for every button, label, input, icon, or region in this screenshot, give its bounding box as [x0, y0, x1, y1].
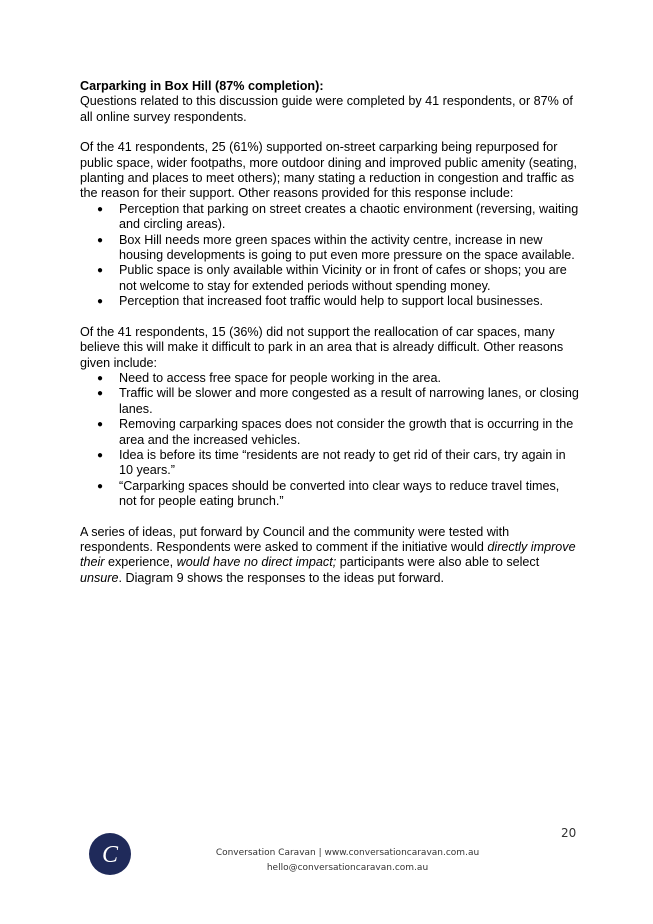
list-item: ● Traffic will be slower and more congested as a result of narrowing lanes, or closing lanes.	[119, 386, 580, 417]
oppose-reasons-list	[80, 371, 580, 510]
logo-letter: C	[101, 842, 119, 868]
ideas-paragraph: A series of ideas, put forward by Council and the community were tested with respondents. Respondents were asked to comment if the initiative would directly improve their experience, would have no direct impact; participants were also able to select unsure. Diagram 9 shows the responses to the ideas put forward.	[80, 524, 576, 585]
oppose-paragraph: Of the 41 respondents, 15 (36%) did not support the reallocation of car spaces, many believe this will make it difficult to park in an area that is already difficult. Other reasons given include:	[80, 324, 564, 370]
footer-email[interactable]: hello@conversationcaravan.com.au	[266, 863, 429, 873]
bullet-icon: ●	[96, 296, 104, 308]
list-item: ● Idea is before its time “residents are not ready to get rid of their cars, try again in 10 years.”	[119, 448, 580, 479]
bullet-icon: ●	[96, 372, 104, 384]
list-item: ● Perception that increased foot traffic would help to support local businesses.	[119, 294, 580, 309]
section-heading: Carparking in Box Hill (87% completion):	[80, 79, 324, 93]
list-item: ● Perception that parking on street creates a chaotic environment (reversing, waiting and circling areas).	[119, 202, 580, 233]
support-reasons-list	[80, 202, 580, 310]
list-item: ● Box Hill needs more green spaces within the activity centre, increase in new housing developments is going to put even more pressure on the space available.	[119, 233, 580, 264]
bullet-icon: ●	[96, 234, 104, 246]
bullet-icon: ●	[96, 419, 104, 431]
bullet-icon: ●	[96, 449, 104, 461]
footer-website[interactable]: Conversation Caravan | www.conversationcaravan.com.au	[215, 848, 480, 858]
footer	[0, 846, 653, 876]
intro-paragraph: Questions related to this discussion guide were completed by 41 respondents, or 87% of all online survey respondents.	[80, 94, 573, 124]
bullet-icon: ●	[96, 203, 104, 215]
bullet-icon: ●	[96, 480, 104, 492]
list-item: ● Removing carparking spaces does not consider the growth that is occurring in the area and the increased vehicles.	[119, 417, 580, 448]
bullet-icon: ●	[96, 388, 104, 400]
bullet-icon: ●	[96, 265, 104, 277]
document-body	[80, 79, 580, 586]
page-number: 20	[561, 826, 577, 840]
list-item: ● “Carparking spaces should be converted into clear ways to reduce travel times, not for people eating brunch.”	[119, 479, 580, 510]
support-paragraph: Of the 41 respondents, 25 (61%) supported on-street carparking being repurposed for public space, wider footpaths, more outdoor dining and improved public amenity (seating, planting and places to meet others); many stating a reduction in congestion and traffic as the reason for their support. Other reasons provided for this response include:	[80, 140, 578, 201]
list-item: ● Public space is only available within Vicinity or in front of cafes or shops; you are not welcome to stay for extended periods without spending money.	[119, 263, 580, 294]
list-item: ● Need to access free space for people working in the area.	[119, 371, 580, 386]
